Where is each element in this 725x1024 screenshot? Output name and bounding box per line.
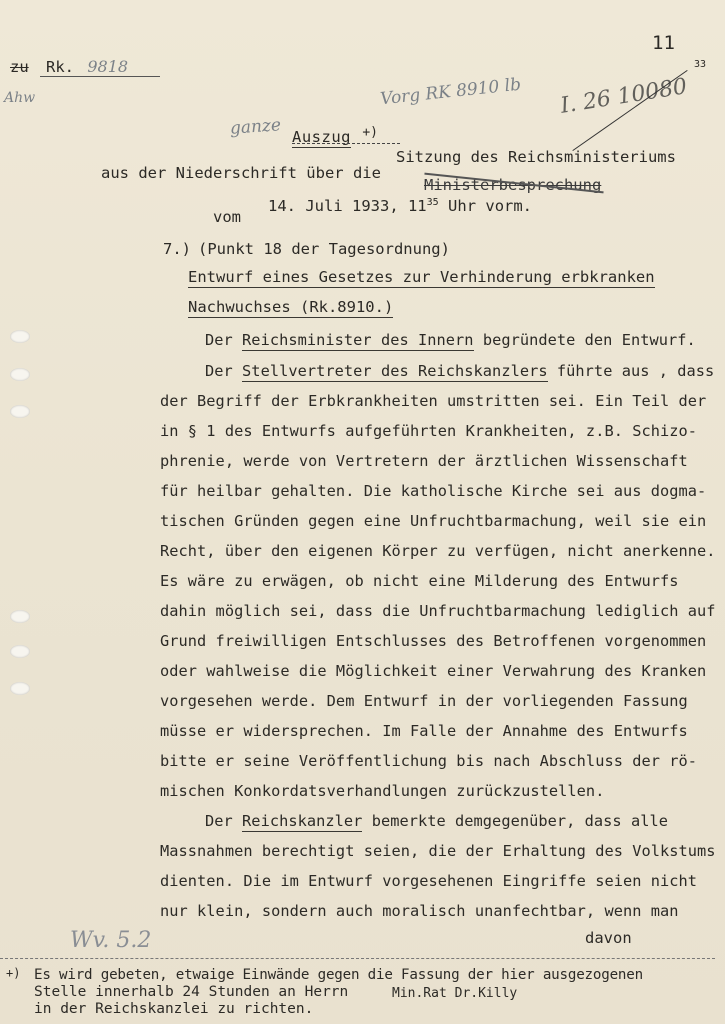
date-text: 14. Juli 1933, 11: [268, 197, 427, 216]
handwritten-ganze: ganze: [229, 115, 282, 139]
footnote-mark: +): [362, 125, 378, 140]
body-line: für heilbar gehalten. Die katholische Kirche sei aus dogma-: [160, 482, 707, 500]
handwritten-file-number: I. 26 10080: [558, 74, 689, 119]
p1-rest: begründete den Entwurf.: [482, 331, 696, 349]
paragraph-2-start: [205, 362, 714, 380]
paragraph-1: [205, 331, 696, 349]
footnote-line-2: Stelle innerhalb 24 Stunden an Herrn: [34, 984, 349, 1000]
agenda-point: (Punkt 18 der Tagesordnung): [198, 240, 450, 258]
punch-hole: [10, 405, 30, 418]
footnote-line-1: Es wird gebeten, etwaige Einwände gegen die Fassung der hier ausgezogenen: [34, 967, 643, 983]
handwritten-bottom-note: Wv. 5.2: [70, 928, 152, 953]
item-number: 7.): [163, 240, 191, 258]
body-line: phrenie, werde von Vertretern der ärztlichen Wissenschaft: [160, 452, 688, 470]
ref-rk: Rk.: [46, 58, 75, 76]
time-tail: Uhr vorm.: [448, 197, 533, 216]
reference-label: [10, 58, 128, 76]
body-line: tischen Gründen gegen eine Unfruchtbarmachung, weil sie ein: [160, 512, 707, 530]
subject-text-1: Entwurf eines Gesetzes zur Verhinderung erbkranken: [188, 268, 655, 286]
punch-hole: [10, 682, 30, 695]
superscript-mark: 33: [694, 59, 707, 70]
vom-label: vom: [213, 208, 241, 226]
footnote-name: Min.Rat Dr.Killy: [392, 986, 518, 1001]
body-line: vorgesehen werde. Dem Entwurf in der vorliegenden Fassung: [160, 692, 688, 710]
body-line: Massnahmen berechtigt seien, die der Erhaltung des Volkstums: [160, 842, 716, 860]
body-line: Recht, über den eigenen Körper zu verfügen, nicht anerkenne.: [160, 542, 716, 560]
crossed-out-text: Ministerbesprechung: [424, 176, 602, 194]
body-line: mischen Konkordatsverhandlungen zurückzustellen.: [160, 782, 605, 800]
session-title: Sitzung des Reichsministeriums: [396, 148, 676, 166]
subject-line-1: [188, 268, 655, 286]
body-line: müsse er widersprechen. Im Falle der Annahme des Entwurfs: [160, 722, 688, 740]
body-line: bitte er seine Veröffentlichung bis nach Abschluss der rö-: [160, 752, 698, 770]
ref-number-handwritten: 9818: [87, 57, 129, 76]
p1-prefix: Der: [205, 331, 233, 349]
catchword: davon: [585, 929, 632, 947]
body-line: oder wahlweise die Möglichkeit einer Verwahrung des Kranken: [160, 662, 707, 680]
p3-prefix: Der: [205, 812, 233, 830]
punch-hole: [10, 368, 30, 381]
speaker-reichskanzler: Reichskanzler: [242, 812, 363, 830]
body-line: dahin möglich sei, dass die Unfruchtbarmachung lediglich auf: [160, 602, 716, 620]
subject-line-2: [188, 298, 393, 316]
p2-prefix: Der: [205, 362, 233, 380]
paragraph-3-start: [205, 812, 668, 830]
minutes-line: aus der Niederschrift über die: [101, 164, 381, 182]
heading-text: Auszug: [292, 128, 351, 147]
body-line: Grund freiwilligen Entschlusses des Betroffenen vorgenommen: [160, 632, 707, 650]
body-line: nur klein, sondern auch moralisch unanfechtbar, wenn man: [160, 902, 679, 920]
heading-underline: [292, 143, 400, 144]
page-number: 11: [652, 32, 675, 54]
p3-rest: bemerkte demgegenüber, dass alle: [371, 812, 668, 830]
subject-text-2: Nachwuchses (Rk.8910.): [188, 298, 394, 316]
punch-hole: [10, 610, 30, 623]
body-line: Es wäre zu erwägen, ob nicht eine Milderung des Entwurfs: [160, 572, 679, 590]
body-line: dienten. Die im Entwurf vorgesehenen Eingriffe seien nicht: [160, 872, 698, 890]
footnote-separator: [0, 958, 715, 959]
time-superscript: 35: [426, 197, 439, 208]
body-line: der Begriff der Erbkrankheiten umstritten sei. Ein Teil der: [160, 392, 707, 410]
speaker-reichsminister: Reichsminister des Innern: [242, 331, 474, 349]
speaker-stellvertreter: Stellvertreter des Reichskanzlers: [242, 362, 548, 380]
p2-rest: führte aus , dass: [556, 362, 715, 380]
handwritten-reference: Vorg RK 8910 lb: [379, 74, 522, 110]
ref-zu: zu: [10, 58, 29, 76]
ref-underline: [40, 76, 160, 77]
session-date: [268, 194, 532, 215]
footnote-mark-bottom: +): [6, 966, 21, 980]
body-line: in § 1 des Entwurfs aufgeführten Krankheiten, z.B. Schizo-: [160, 422, 698, 440]
punch-hole: [10, 330, 30, 343]
left-margin-note: Ahw: [4, 90, 36, 106]
punch-hole: [10, 645, 30, 658]
footnote-line-3: in der Reichskanzlei zu richten.: [34, 1001, 314, 1017]
